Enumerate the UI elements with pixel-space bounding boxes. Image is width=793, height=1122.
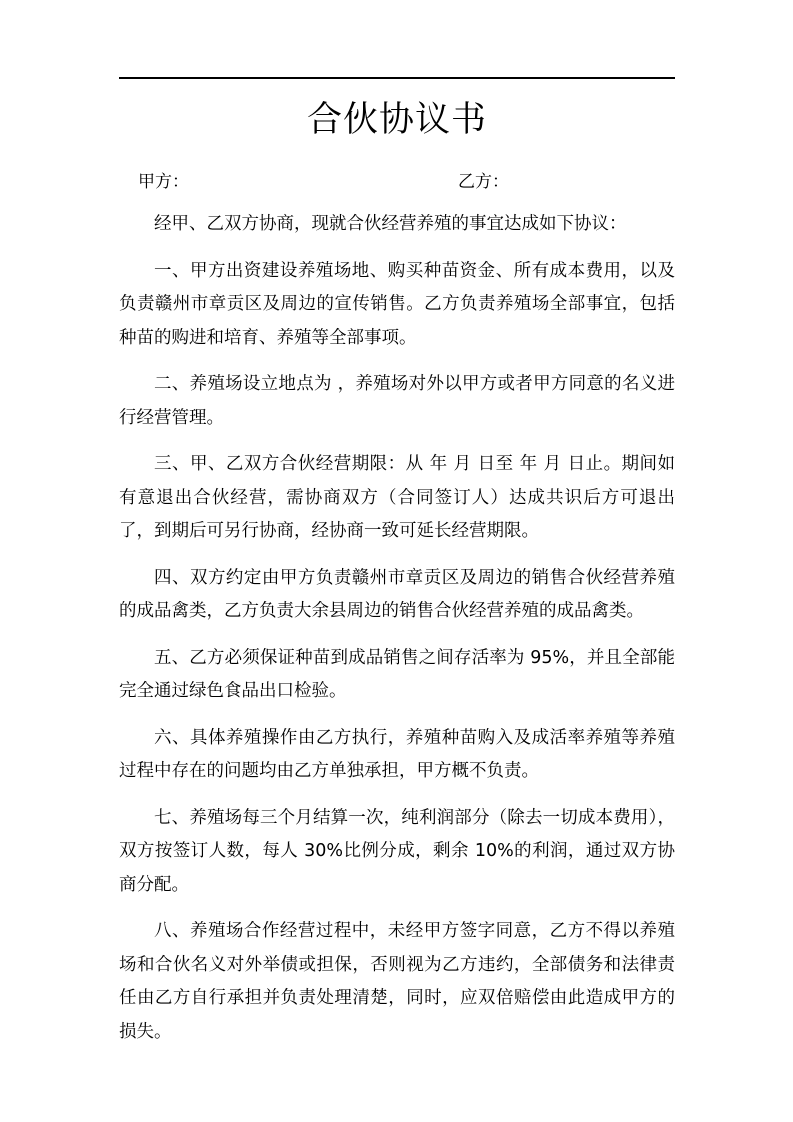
clause-paragraph-2: 二、养殖场设立地点为 ，养殖场对外以甲方或者甲方同意的名义进行经营管理。 <box>119 374 675 428</box>
clause-paragraph-4: 四、双方约定由甲方负责赣州市章贡区及周边的销售合伙经营养殖的成品禽类，乙方负责大余县周边的销售合伙经营养殖的成品禽类。 <box>119 567 675 621</box>
header-rule-divider <box>119 77 675 79</box>
clause-paragraph-5: 五、乙方必须保证种苗到成品销售之间存活率为 95%，并且全部能完全通过绿色食品出口检验。 <box>119 647 675 701</box>
clause-paragraph-7: 七、养殖场每三个月结算一次，纯利润部分（除去一切成本费用），双方按签订人数，每人 30%比例分成，剩余 10%的利润，通过双方协商分配。 <box>119 807 675 895</box>
page-title: 合伙协议书 <box>306 100 487 140</box>
preamble-paragraph: 经甲、乙双方协商，现就合伙经营养殖的事宜达成如下协议： <box>154 214 627 234</box>
clause-paragraph-1: 一、甲方出资建设养殖场地、购买种苗资金、所有成本费用，以及负责赣州市章贡区及周边的宣传销售。乙方负责养殖场全部事宜，包括种苗的购进和培育、养殖等全部事项。 <box>119 260 675 348</box>
party-a-label: 甲方： <box>138 172 189 192</box>
clause-paragraph-3: 三、甲、乙双方合伙经营期限：从 年 月 日至 年 月 日止。期间如有意退出合伙经营，需协商双方（合同签订人）达成共识后方可退出了，到期后可另行协商，经协商一致可延长经营期限。 <box>119 454 675 541</box>
party-b-label: 乙方： <box>458 172 509 192</box>
clause-paragraph-8: 八、养殖场合作经营过程中，未经甲方签字同意，乙方不得以养殖场和合伙名义对外举债或担保，否则视为乙方违约，全部债务和法律责任由乙方自行承担并负责处理清楚，同时，应双倍赔偿由此造成甲方的损失。 <box>119 921 675 1042</box>
document-body <box>119 208 675 1049</box>
parties-row <box>119 168 675 196</box>
clause-paragraph-6: 六、具体养殖操作由乙方执行，养殖种苗购入及成活率养殖等养殖过程中存在的问题均由乙方单独承担，甲方概不负责。 <box>119 727 675 781</box>
